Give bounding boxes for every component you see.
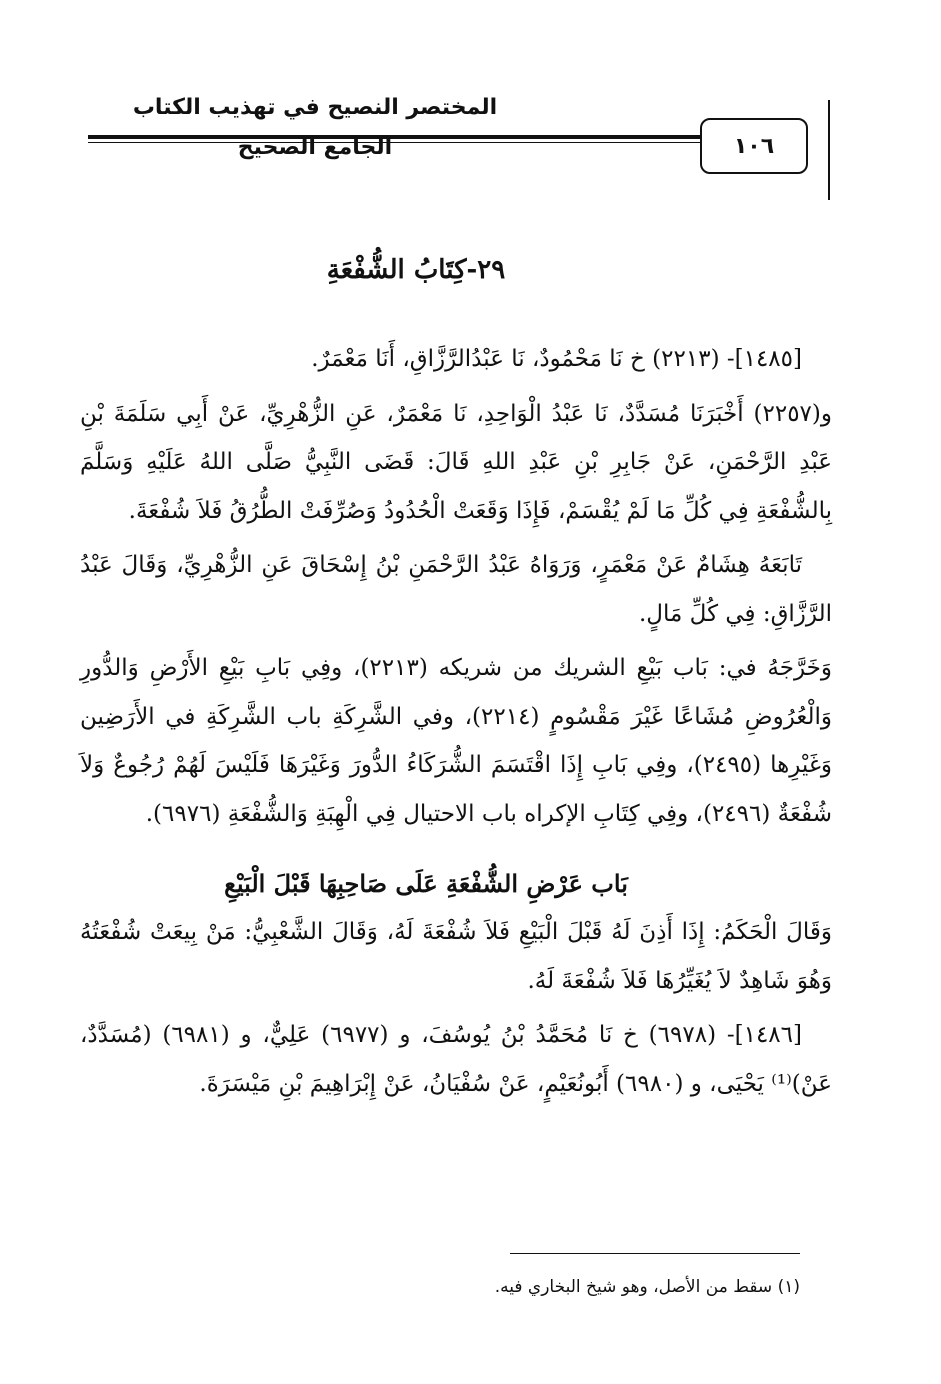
hadith-1485-followup: تَابَعَهُ هِشَامٌ عَنْ مَعْمَرٍ، وَرَوَاهُ عَبْدُ الرَّحْمَنِ بْنُ إِسْحَاقَ عَنِ الزُّهْرِيِّ، وَقَالَ عَبْدُ الرَّزَّاقِ: فِي كُلِّ مَالٍ. bbox=[80, 552, 832, 627]
hadith-1485-references: وَخَرَّجَهُ في: بَاب بَيْعِ الشريك من شريكه (٢٢١٣)، وفِي بَابِ بَيْعِ الأَرْضِ وَالدُّورِ وَالْعُرُوضِ مُشَاعًا غَيْرَ مَقْسُومٍ (٢٢١٤)، وفي الشَّرِكَةِ باب الشَّرِكَةِ في الأَرَضِين وَغَيْرِها (٢٤٩٥)، وفِي بَابِ إِذَا اقْتَسَمَ الشُّرَكَاءُ الدُّورَ وَغَيْرَهَا فَلَيْسَ لَهُمْ رُجُوعٌ وَلاَ شُفْعَةٌ (٢٤٩٦)، وفِي كِتَابِ الإكراه باب الاحتيال فِي الْهِبَةِ وَالشُّفْعَةِ (٦٩٧٦). bbox=[80, 655, 833, 827]
hadith-1485-text: و(٢٢٥٧) أَخْبَرَنَا مُسَدَّدٌ، نَا عَبْدُ الْوَاحِدِ، نَا مَعْمَرٌ، عَنِ الزُّهْرِيِّ، عَنْ أَبِي سَلَمَةَ بْنِ عَبْدِ الرَّحْمَنِ، عَنْ جَابِرِ بْنِ عَبْدِ اللهِ قَالَ: قَضَى النَّبِيُّ صَلَّى اللهُ عَلَيْهِ وَسَلَّمَ بِالشُّفْعَةِ فِي كُلِّ مَا لَمْ يُقْسَمْ، فَإِذَا وَقَعَتْ الْحُدُودُ وَصُرِّفَتْ الطُّرُقُ فَلاَ شُفْعَةَ. bbox=[80, 400, 832, 524]
footnote-rule bbox=[510, 1253, 800, 1254]
hadith-1485-isnad: [١٤٨٥]- (٢٢١٣) خ نَا مَحْمُودٌ، نَا عَبْدُالرَّزَّاقِ، أَنَا مَعْمَرٌ. bbox=[311, 346, 802, 372]
vertical-rule bbox=[828, 100, 830, 200]
hadith-1486-isnad: [١٤٨٦]- (٦٩٧٨) خ نَا مُحَمَّدُ بْنُ يُوسُفَ، و (٦٩٧٧) عَلِيٌّ، و (٦٩٨١) (مُسَدَّدٌ، عَنْ)⁽¹⁾ يَحْيَى، و (٦٩٨٠) أَبُونُعَيْمٍ، عَنْ سُفْيَانُ، عَنْ إِبْرَاهِيمَ بْنِ مَيْسَرَةَ. bbox=[80, 1022, 832, 1097]
page-number: ١٠٦ bbox=[700, 118, 808, 174]
chapter-title: ٢٩-كِتَابُ الشُّفْعَةِ bbox=[326, 255, 506, 285]
running-title: المختصر النصيح في تهذيب الكتاب الجامع الصحيح bbox=[132, 95, 498, 160]
section-intro: وَقَالَ الْحَكَمُ: إِذَا أَذِنَ لَهُ قَبْلَ الْبَيْعِ فَلاَ شُفْعَةَ لَهُ، وَقَالَ الشَّعْبِيُّ: مَنْ بِيعَتْ شُفْعَتُهُ وَهُوَ شَاهِدٌ لاَ يُغَيِّرُهَا فَلاَ شُفْعَةَ لَهُ. bbox=[80, 919, 832, 994]
page-content bbox=[80, 245, 832, 1114]
header-rule bbox=[88, 135, 803, 143]
section-title: بَاب عَرْضِ الشُّفْعَةِ عَلَى صَاحِبِهَا قَبْلَ الْبَيْعِ bbox=[224, 869, 628, 898]
footnote: (١) سقط من الأصل، وهو شيخ البخاري فيه. bbox=[494, 1277, 800, 1297]
